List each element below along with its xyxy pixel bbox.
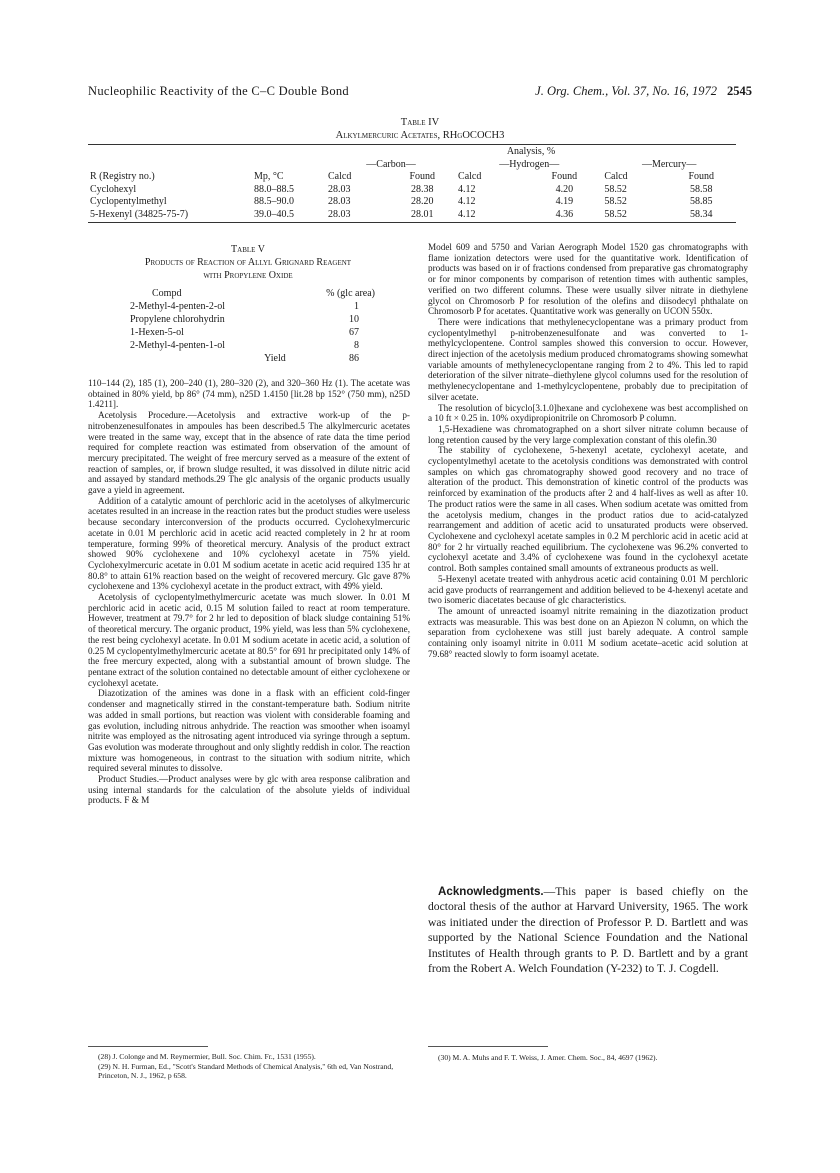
paragraph: Diazotization of the amines was done in a flask with an efficient cold-finger condenser and magnetically stirred in the constant-temperature bath. Sodium nitrite was added in small portions, but reaction was violent with considerable foaming and gas evolution, including nitrous anhydride. The reaction was smoother when isoamyl nitrite was employed as the nitrosating agent introduced via syringe through a septum. Gas evolution was moderate throughout and only slightly reddish in color. The reaction mixture was homogeneous, in contrast to the situation with sodium nitrite, which required several minutes to dissolve. [88, 688, 410, 774]
footnote: (30) M. A. Muhs and F. T. Weiss, J. Amer. Chem. Soc., 84, 4697 (1962). [438, 1053, 658, 1062]
left-column [88, 378, 410, 806]
paragraph: Product Studies.—Product analyses were by glc with area response calibration and using internal standards for the calculation of the absolute yields of individual products. F & M [88, 774, 410, 806]
paragraph: 1,5-Hexadiene was chromatographed on a short silver nitrate column because of long retention caused by the very large complexation constant of this olefin.30 [428, 423, 748, 445]
paragraph: The resolution of bicyclo[3.1.0]hexane and cyclohexene was best accomplished on a 10 ft × 0.25 in. 10% oxydipropionitrile on Chromosorb P column. [428, 402, 748, 424]
col-r: R (Registry no.) [90, 171, 155, 182]
paragraph: 110–144 (2), 185 (1), 200–240 (1), 280–320 (2), and 320–360 Hz (1). The acetate was obtained in 80% yield, bp 86° (74 mm), n25D 1.4150 [lit.28 bp 152° (750 mm), n25D 1.4211]. [88, 378, 410, 410]
col-calcd: Calcd [328, 171, 352, 182]
table4-group-mercury: —Mercury— [641, 158, 697, 170]
table4-caption [0, 116, 840, 142]
col-found: Found [551, 171, 578, 182]
paragraph: 5-Hexenyl acetate treated with anhydrous acetic acid containing 0.01 M perchloric acid gave products of rearrangement and addition believed to be 4-hexenyl acetate and two isomeric diacetates because of glc characteristics. [428, 573, 748, 606]
paragraph: Acetolysis of cyclopentylmethylmercuric acetate was much slower. In 0.01 M perchloric acid in acetic acid, 0.15 M solution failed to react at room temperature. However, treatment at 79.7° for 2 hr led to deposition of black sludge containing 51% of theoretical mercury. The organic product, 19% yield, was less than 5% cyclohexene, the rest being cyclohexyl acetate. In 0.01 M sodium acetate in acetic acid, a solution of 0.25 M cyclopentylmethylmercuric acetate at 80.5° for 691 hr precipitated only 14% of the free mercury expected, along with a substantial amount of brown sludge. The pentane extract of the solution contained no detectable amount of either cyclohexene or cyclohexyl acetate. [88, 592, 410, 688]
table4-span-header: Analysis, % [506, 146, 556, 157]
footnotes-right [428, 1053, 748, 1063]
table-row: 1-Hexen-5-ol 67 [130, 327, 359, 338]
table4-label: Table IV [400, 117, 440, 128]
paragraph: The amount of unreacted isoamyl nitrite remaining in the diazotization product extracts was measurable. This was best done on an Apiezon N column, on which the separation from cyclohexene was still just barely adequate. A control sample containing only isoamyl nitrite in 0.011 M sodium acetate–acetic acid solution at 79.68° reacted slowly to form isoamyl acetate. [428, 605, 748, 659]
table-row: 2-Methyl-4-penten-1-ol 8 [130, 340, 359, 351]
col-calcd: Calcd [604, 171, 628, 182]
paragraph: The stability of cyclohexene, 5-hexenyl acetate, cyclohexyl acetate, and cyclopentylmethyl acetate to the acetolysis conditions was demonstrated with control samples on which gas chromatography showed good recovery and no trace of alteration of the product. This demonstration of kinetic control of the products was reinforced by examination of the products after 2 and 4 half-lives as well as after 10. The product ratios were the same in all cases. When sodium acetate was omitted from the acetolysis medium, changes in the product ratios due to acid-catalyzed rearrangement and addition of acetic acid to unsaturated products were observed. Cyclohexene and cyclohexyl acetate samples in 0.2 M perchloric acid in acetic acid at 80° for 2 hr virtually reached equilibrium. The cyclohexene was 96.2% converted to cyclohexyl acetate and 3.4% of cyclohexene was found in the cyclohexyl acetate control. Both samples contained small amounts of extraneous products as well. [428, 445, 748, 574]
table5 [130, 287, 375, 365]
table4-group-carbon: —Carbon— [366, 158, 416, 170]
table4-group-hydrogen: —Hydrogen— [499, 158, 560, 170]
paragraph: Addition of a catalytic amount of perchloric acid in the acetolyses of alkylmercuric acetates resulted in an increase in the reaction rates but the product studies were useless because secondary interconversion of the products occurred. Cyclohexylmercuric acetate in 0.01 M perchloric acid in acetic acid reacted completely in 2 hr at room temperature, forming 99% of theoretical mercury. Analysis of the product extract showed 90% cyclohexene and 10% cyclohexyl acetate in 75% yield. Cyclohexylmercuric acetate in 0.01 M sodium acetate in acetic acid required 135 hr at 80.8° to attain 61% reaction based on the weight of recovered mercury. Glc gave 87% cyclohexene and 13% cyclohexyl acetate in the product extract, with 49% yield. [88, 495, 410, 592]
paragraph: Model 609 and 5750 and Varian Aerograph Model 1520 gas chromatographs with flame ionization detectors were used for the quantitative work. Identification of products was based on ir of fractions condensed from preparative gas chromatography or for minor components by comparison of retention times with authentic samples, verified on two different columns. These were usually silver nitrate in diethylene glycol on Chromosorb P for resolution of the olefins and diisodecyl phthalate on Chromosorb P for acetates. Quantitative work was generally on UCON 550x. [428, 242, 748, 317]
table4 [88, 146, 736, 221]
table4-top-rule [88, 144, 736, 145]
table5-label: Table V [231, 244, 265, 255]
footnote-rule-right [428, 1046, 548, 1047]
footnote: (28) J. Colonge and M. Reymermier, Bull. Soc. Chim. Fr., 1531 (1955). [98, 1052, 316, 1061]
table5-header-row: Compd % (glc area) [152, 288, 375, 299]
acknowledgments [428, 884, 748, 976]
table4-bottom-rule [88, 222, 736, 223]
ack-text: —This paper is based chiefly on the doctoral thesis of the author at Harvard University, 1965. The work was initiated under the direction of Professor P. D. Bartlett and was supported by the National Science Foundation and the National Institutes of Health through grants to P. D. Bartlett and by a grant from the Robert A. Welch Foundation (Y-232) to T. J. Cogdell. [428, 885, 748, 976]
footnotes-left [88, 1052, 410, 1081]
right-column [428, 242, 748, 659]
table-row: 2-Methyl-4-penten-2-ol 1 [130, 301, 359, 312]
table-row: 5-Hexenyl (34825-75-7) 39.0–40.5 28.03 28.01 4.12 4.36 58.52 58.34 [90, 208, 713, 220]
col-mp: Mp, °C [254, 171, 284, 182]
ack-heading: Acknowledgments. [438, 885, 544, 898]
table5-caption: Table V Products of Reaction of Allyl Grignard Reagent with Propylene Oxide [88, 243, 408, 282]
footnote: (29) N. H. Furman, Ed., "Scott's Standard Methods of Chemical Analysis," 6th ed, Van Nostrand, Princeton, N. J., 1962, p 658. [98, 1061, 394, 1080]
table-row: Cyclohexyl 88.0–88.5 28.03 28.38 4.12 4.20 58.52 58.58 [90, 183, 713, 195]
paragraph: Acetolysis Procedure.—Acetolysis and extractive work-up of the p-nitrobenzenesulfonates in ampoules has been described.5 The alkylmercuric acetates were treated in the same way, except that in the absence of rate data the time period required for complete reaction was estimated from observation of the amount of mercury precipitated. The weight of free mercury served as a measure of the extent of reaction of samples, or, if brown sludge resulted, it was dissolved in dilute nitric acid and assayed by standard methods.29 The glc analysis of the organic products usually gave a yield in agreement. [88, 410, 410, 496]
table5-yield-row: Yield 86 [264, 353, 359, 364]
table4-title: Alkylmercuric Acetates, RHgOCOCH3 [335, 130, 505, 141]
footnote-rule-left [88, 1046, 208, 1047]
paragraph: There were indications that methylenecyclopentane was a primary product from cyclopentylmethyl p-nitrobenzenesulfonate and was converted to 1-methylcyclopentene. Control samples showed this conversion to occur. However, direct injection of the acetolysis medium produced chromatograms showing somewhat variable amounts of methylenecyclopentane ranging from 2 to 4%. This led to rapid deterioration of the silver nitrate–diethylene glycol columns used for the resolution of methylenecyclopentane and 1-methylcyclopentene, probably due to precipitation of silver acetate. [428, 316, 748, 402]
page-number: 2545 [727, 84, 752, 98]
col-calcd: Calcd [458, 171, 482, 182]
col-found: Found [688, 171, 715, 182]
table4-header-row [88, 171, 736, 184]
running-title: Nucleophilic Reactivity of the C–C Double Bond [88, 84, 349, 98]
table-row: Propylene chlorohydrin 10 [130, 314, 359, 325]
col-found: Found [409, 171, 436, 182]
table-row: Cyclopentylmethyl 88.5–90.0 28.03 28.20 4.12 4.19 58.52 58.85 [90, 196, 713, 207]
journal-citation: J. Org. Chem., Vol. 37, No. 16, 1972 2545 [535, 84, 752, 98]
